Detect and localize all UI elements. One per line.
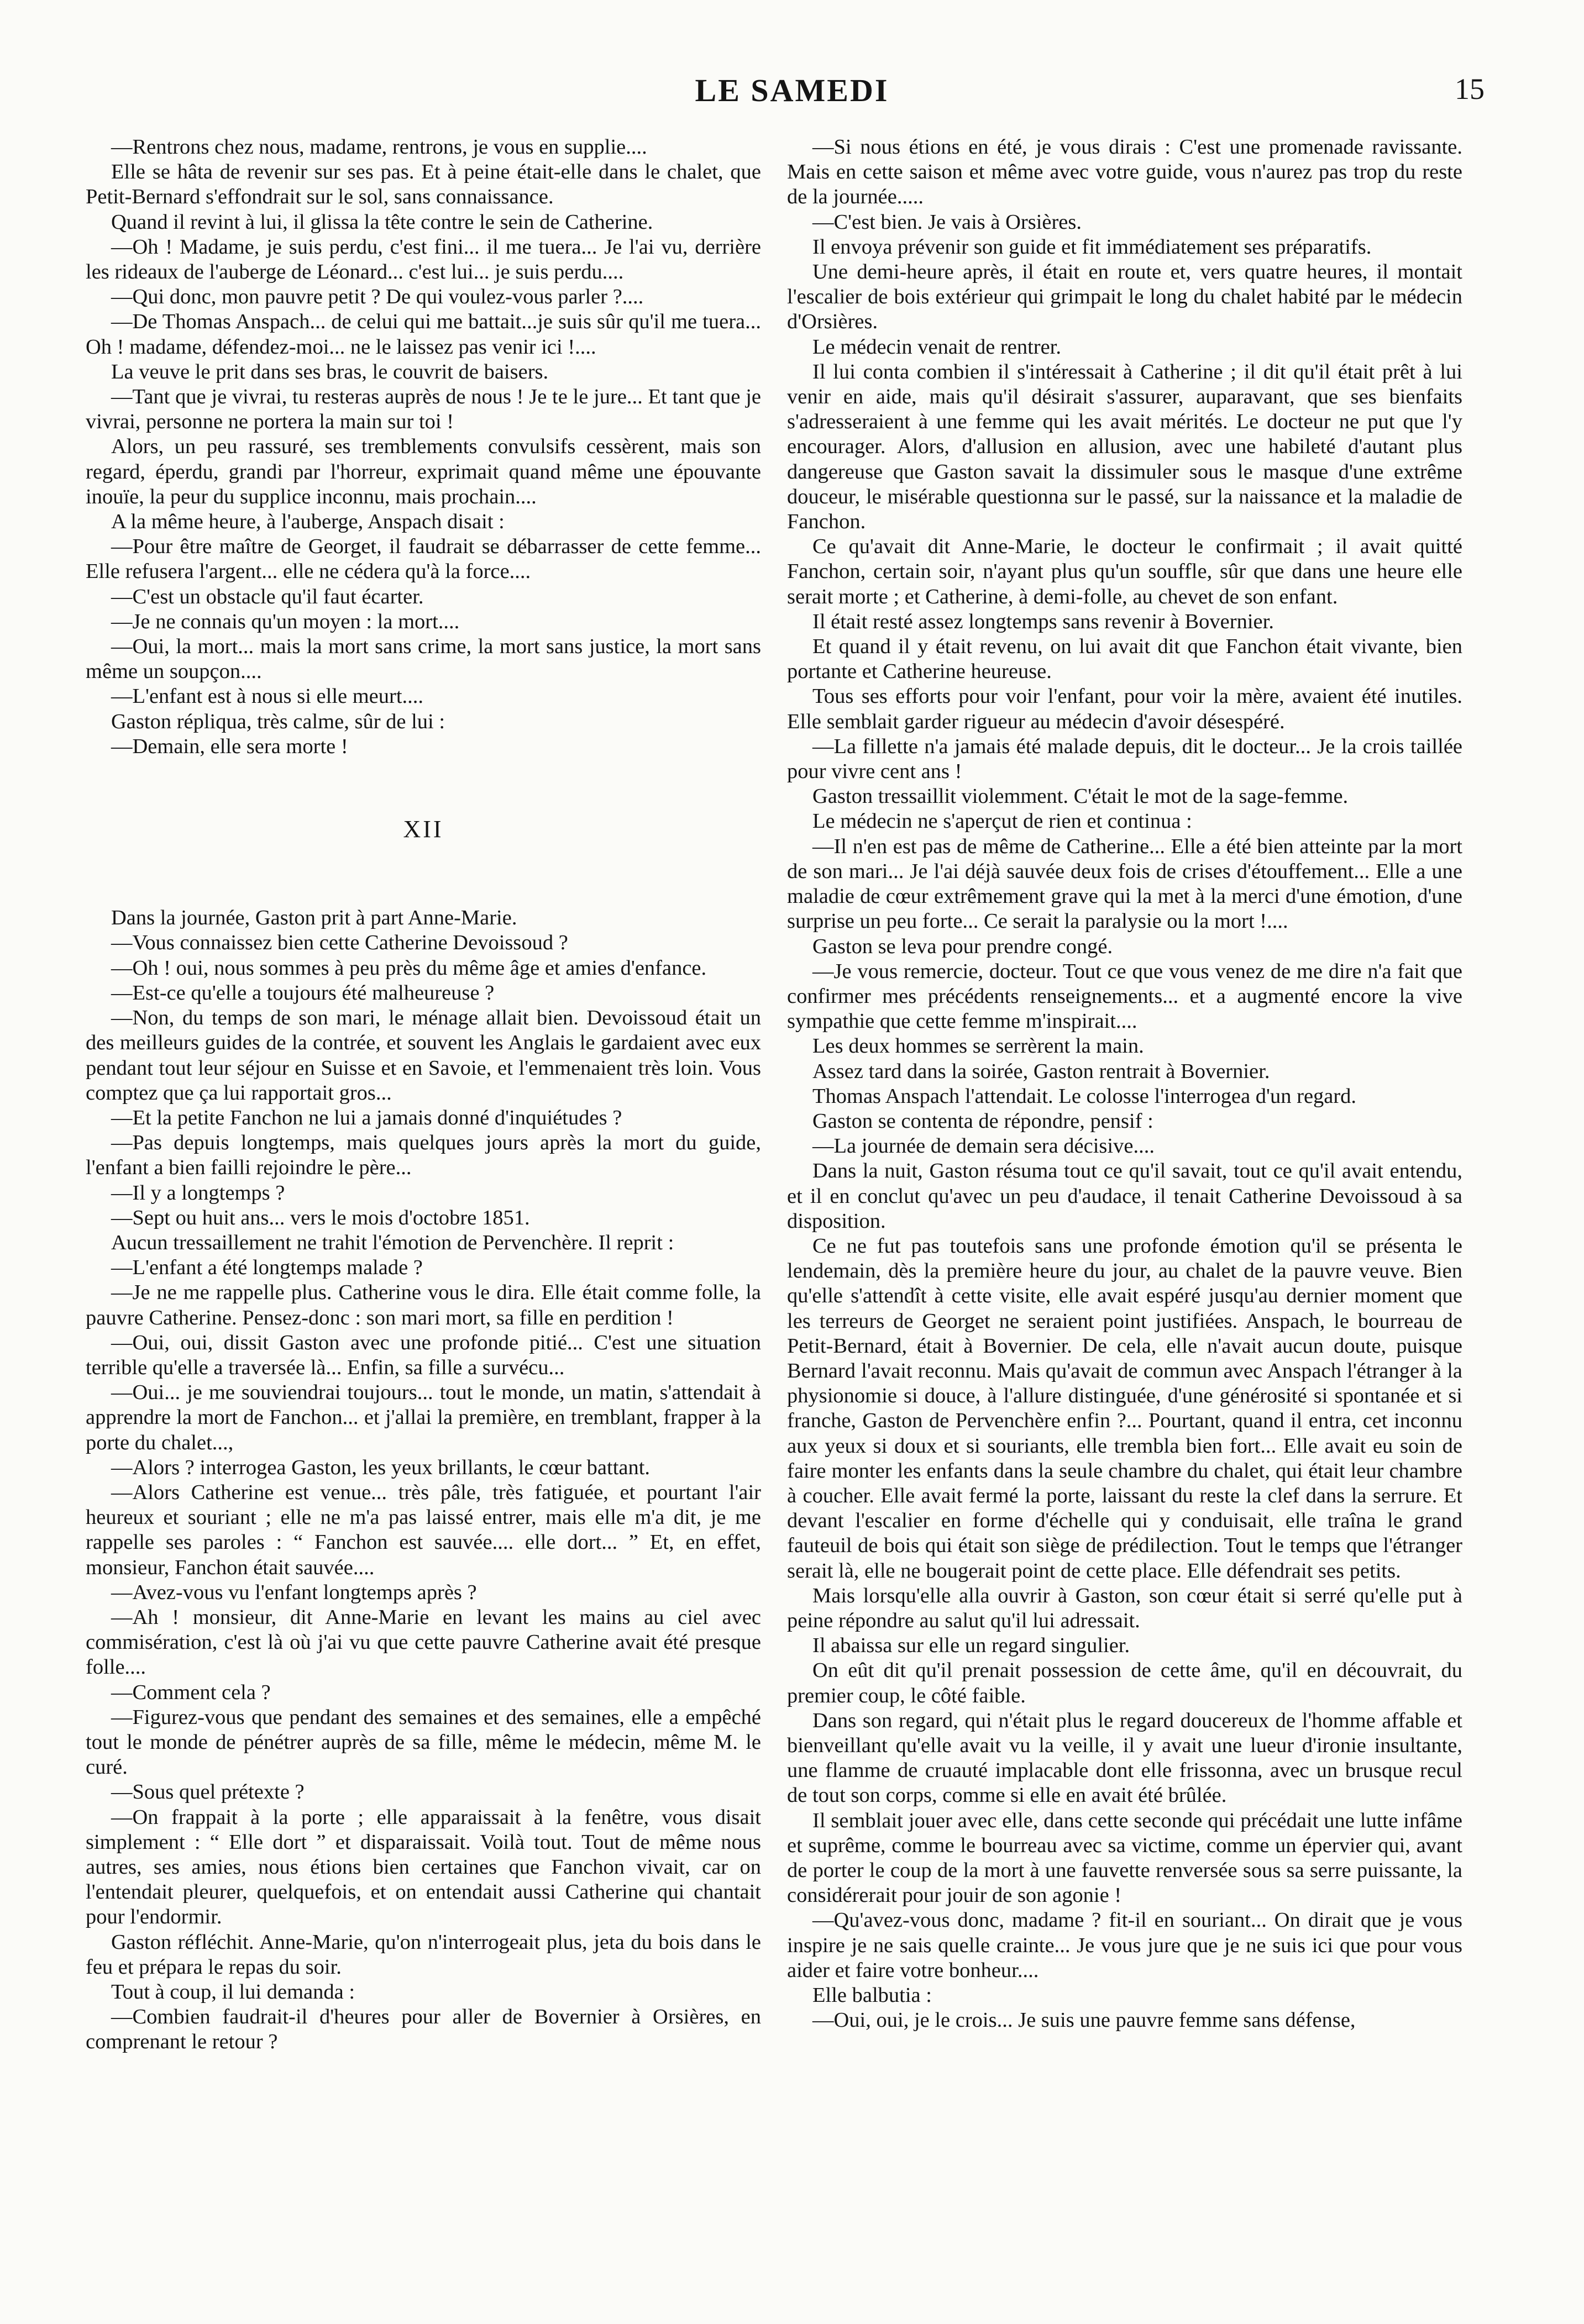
paragraph: Il envoya prévenir son guide et fit immédiatement ses préparatifs. — [812, 235, 1372, 259]
paragraph: —Pour être maître de Georget, il faudrait se débarrasser de cette femme... Elle refusera l'argent... elle ne cédera qu'à la force.... — [86, 535, 761, 583]
page-header — [0, 72, 1584, 116]
paragraph: Les deux hommes se serrèrent la main. — [812, 1034, 1144, 1058]
paragraph: —Je ne me rappelle plus. Catherine vous le dira. Elle était comme folle, la pauvre Catherine. Pensez-donc : son mari mort, sa fille en perdition ! — [86, 1281, 761, 1329]
paragraph: —Sous quel prétexte ? — [111, 1780, 305, 1804]
paragraph: —Je vous remercie, docteur. Tout ce que vous venez de me dire n'a fait que confirmer mes précédents renseignements... et a augmenté encore la vive sympathie que cette femme m'inspirait.... — [787, 959, 1462, 1033]
paragraph: —Non, du temps de son mari, le ménage allait bien. Devoissoud était un des meilleurs guides de la contrée, et souvent les Anglais le gardaient avec eux pendant tout leur séjour en Suisse et en Savoie, et l'emmenaient très loin. Vous comptez que ça lui rapportait gros... — [86, 1006, 761, 1105]
paragraph: Il abaissa sur elle un regard singulier. — [812, 1634, 1130, 1658]
paragraph: —Ah ! monsieur, dit Anne-Marie en levant les mains au ciel avec commisération, c'est là où j'ai vu que cette pauvre Catherine avait été presque folle.... — [86, 1605, 761, 1679]
paragraph: Quand il revint à lui, il glissa la tête contre le sein de Catherine. — [111, 210, 653, 234]
paragraph: —Rentrons chez nous, madame, rentrons, je vous en supplie.... — [111, 135, 647, 159]
paragraph: —De Thomas Anspach... de celui qui me battait...je suis sûr qu'il me tuera... Oh ! madame, défendez-moi... ne le laissez pas venir ici !.... — [86, 310, 761, 359]
paragraph: —Oh ! oui, nous sommes à peu près du même âge et amies d'enfance. — [111, 956, 707, 980]
paragraph: —Oh ! Madame, je suis perdu, c'est fini... il me tuera... Je l'ai vu, derrière les rideaux de l'auberge de Léonard... c'est lui... je suis perdu.... — [86, 235, 761, 284]
paragraph: —Oui, la mort... mais la mort sans crime, la mort sans justice, la mort sans même un soupçon.... — [86, 635, 761, 683]
page-number: 15 — [1455, 72, 1485, 106]
paragraph: Il lui conta combien il s'intéressait à Catherine ; il dit qu'il était prêt à lui venir en aide, mais qu'il désirait s'assurer, auparavant, que ses bienfaits s'adresseraient à une femme qui les avait mérités. Le docteur ne put que l'y encourager. Alors, d'allusion en allusion, avec une habileté d'autant plus dangereuse que Gaston savait la dissimuler sous le masque d'une extrême douceur, le misérable questionna sur le passé, sur la naissance et la maladie de Fanchon. — [787, 360, 1462, 534]
paragraph: La veuve le prit dans ses bras, le couvrit de baisers. — [111, 360, 549, 383]
paragraph: Il semblait jouer avec elle, dans cette seconde qui précédait une lutte infâme et suprême, comme le bourreau avec sa victime, comme un épervier qui, avant de porter le coup de la mort à une fauvette renversée sous sa serre puissante, la considérerait pour jouir de son agonie ! — [787, 1808, 1462, 1907]
paragraph: —Demain, elle sera morte ! — [111, 734, 348, 758]
paragraph: —C'est bien. Je vais à Orsières. — [812, 210, 1082, 234]
paragraph: —C'est un obstacle qu'il faut écarter. — [111, 585, 424, 608]
paragraph: —L'enfant a été longtemps malade ? — [111, 1256, 423, 1280]
paragraph: —On frappait à la porte ; elle apparaissait à la fenêtre, vous disait simplement : “ Elle dort ” et disparaissait. Voilà tout. Tout de même nous autres, ses amies, nous étions bien certaines que Fanchon vivait, car on l'entendait pleurer, quelquefois, et on entendait aussi Catherine qui chantait pour l'endormir. — [86, 1805, 761, 1929]
paragraph: —Combien faudrait-il d'heures pour aller de Bovernier à Orsières, en comprenant le retour ? — [86, 2005, 761, 2054]
paragraph: —Il n'en est pas de même de Catherine... Elle a été bien atteinte par la mort de son mari... Je l'ai déjà sauvée deux fois de crises d'étouffement... Elle a une maladie de cœur extrêmement grave qui la met à la merci d'une émotion, d'une surprise un peu forte... Ce serait la paralysie ou la mort !.... — [787, 834, 1462, 933]
paragraph: —Sept ou huit ans... vers le mois d'octobre 1851. — [111, 1206, 530, 1229]
paragraph: Gaston se contenta de répondre, pensif : — [812, 1109, 1153, 1133]
paragraph: —Et la petite Fanchon ne lui a jamais donné d'inquiétudes ? — [111, 1106, 622, 1129]
paragraph: Dans la journée, Gaston prit à part Anne-Marie. — [111, 906, 517, 930]
paragraph: On eût dit qu'il prenait possession de cette âme, qu'il en découvrait, du premier coup, le côté faible. — [787, 1659, 1462, 1707]
paragraph: —Qui donc, mon pauvre petit ? De qui voulez-vous parler ?.... — [111, 285, 644, 309]
paragraph: —Comment cela ? — [111, 1680, 271, 1704]
paragraph: —Tant que je vivrai, tu resteras auprès de nous ! Je te le jure... Et tant que je vivrai, personne ne portera la main sur toi ! — [86, 385, 761, 434]
paragraph: —L'enfant est à nous si elle meurt.... — [111, 685, 424, 708]
paragraph: —Vous connaissez bien cette Catherine Devoissoud ? — [111, 931, 568, 955]
paragraph: Elle balbutia : — [812, 1984, 932, 2007]
paragraph: —Je ne connais qu'un moyen : la mort.... — [111, 609, 460, 633]
paragraph: Alors, un peu rassuré, ses tremblements convulsifs cessèrent, mais son regard, éperdu, grandi par l'horreur, exprimait quand même une épouvante inouïe, la peur du supplice inconnu, mais prochain.... — [86, 435, 761, 508]
paragraph: Elle se hâta de revenir sur ses pas. Et à peine était-elle dans le chalet, que Petit-Bernard s'effondrait sur le sol, sans connaissance. — [86, 160, 761, 209]
paragraph: —Il y a longtemps ? — [111, 1181, 285, 1205]
paragraph: Une demi-heure après, il était en route et, vers quatre heures, il montait l'escalier de bois extérieur qui grimpait le long du chalet habité par le médecin d'Orsières. — [787, 260, 1462, 334]
paragraph: —Pas depuis longtemps, mais quelques jours après la mort du guide, l'enfant a bien failli rejoindre le père... — [86, 1131, 761, 1180]
paragraph: Dans la nuit, Gaston résuma tout ce qu'il savait, tout ce qu'il avait entendu, et il en conclut qu'avec un peu d'audace, il tenait Catherine Devoissoud à sa disposition. — [787, 1159, 1462, 1233]
paragraph: Gaston répliqua, très calme, sûr de lui : — [111, 709, 445, 733]
paragraph: —Avez-vous vu l'enfant longtemps après ? — [111, 1580, 477, 1604]
paragraph: Tout à coup, il lui demanda : — [111, 1980, 355, 2004]
right-column — [787, 135, 1462, 2306]
paragraph: —Est-ce qu'elle a toujours été malheureuse ? — [111, 981, 495, 1005]
paragraph: —Si nous étions en été, je vous dirais : C'est une promenade ravissante. Mais en cette saison et même avec votre guide, vous n'aurez pas trop du reste de la journée..... — [787, 135, 1462, 209]
paragraph: Gaston réfléchit. Anne-Marie, qu'on n'interrogeait plus, jeta du bois dans le feu et prépara le repas du soir. — [86, 1930, 761, 1979]
paragraph: Tous ses efforts pour voir l'enfant, pour voir la mère, avaient été inutiles. Elle semblait garder rigueur au médecin d'avoir désespéré. — [787, 685, 1462, 733]
paragraph: —Alors ? interrogea Gaston, les yeux brillants, le cœur battant. — [111, 1455, 651, 1479]
paragraph: Assez tard dans la soirée, Gaston rentrait à Bovernier. — [812, 1059, 1270, 1083]
paragraph: Ce qu'avait dit Anne-Marie, le docteur le confirmait ; il avait quitté Fanchon, certain soir, n'ayant plus qu'un souffle, sûr que dans une heure elle serait morte ; et Catherine, à demi-folle, au chevet de son enfant. — [787, 535, 1462, 608]
paragraph: Le médecin venait de rentrer. — [812, 335, 1062, 359]
paragraph: Thomas Anspach l'attendait. Le colosse l'interrogea d'un regard. — [812, 1084, 1357, 1108]
paragraph: Et quand il y était revenu, on lui avait dit que Fanchon était vivante, bien portante et Catherine heureuse. — [787, 635, 1462, 683]
paragraph: Gaston se leva pour prendre congé. — [812, 934, 1113, 958]
chapter-heading: XII — [403, 816, 444, 843]
left-column — [86, 135, 761, 2306]
paragraph: Aucun tressaillement ne trahit l'émotion de Pervenchère. Il reprit : — [111, 1231, 674, 1254]
paragraph: —Qu'avez-vous donc, madame ? fit-il en souriant... On dirait que je vous inspire je ne sais quelle crainte... Je vous jure que je ne suis ici que pour vous aider et faire votre bonheur.... — [787, 1908, 1462, 1982]
paragraph: —La fillette n'a jamais été malade depuis, dit le docteur... Je la crois taillée pour vivre cent ans ! — [787, 734, 1462, 784]
paragraph: —Oui, oui, dissit Gaston avec une profonde pitié... C'est une situation terrible qu'elle a traversée là... Enfin, sa fille a survécu... — [86, 1331, 761, 1379]
paragraph: A la même heure, à l'auberge, Anspach disait : — [111, 510, 505, 534]
paragraph: —La journée de demain sera décisive.... — [812, 1134, 1155, 1158]
paragraph: —Figurez-vous que pendant des semaines et des semaines, elle a empêché tout le monde de pénétrer auprès de sa fille, même le médecin, même M. le curé. — [86, 1705, 761, 1779]
paragraph: Il était resté assez longtemps sans revenir à Bovernier. — [812, 609, 1274, 633]
paragraph: Dans son regard, qui n'était plus le regard doucereux de l'homme affable et bienveillant qu'elle avait vu la veille, il y avait une lueur d'ironie insultante, une flamme de cruauté implacable dont elle frissonna, avec un brusque recul de tout son corps, comme si elle en avait été brûlée. — [787, 1708, 1462, 1807]
paragraph: Gaston tressaillit violemment. C'était le mot de la sage-femme. — [812, 785, 1349, 808]
paragraph: —Oui... je me souviendrai toujours... tout le monde, un matin, s'attendait à apprendre la mort de Fanchon... et j'allai la première, en tremblant, frapper à la porte du chalet..., — [86, 1381, 761, 1454]
paragraph: Le médecin ne s'aperçut de rien et continua : — [812, 809, 1192, 833]
paragraph: Ce ne fut pas toutefois sans une profonde émotion qu'il se présenta le lendemain, dès la première heure du jour, au chalet de la pauvre veuve. Bien qu'elle s'attendît à cette visite, elle avait espéré jusqu'au dernier moment que les terreurs de Georget ne seraient point justifiées. Anspach, le bourreau de Petit-Bernard, était à Bovernier. De cela, elle n'avait aucun doute, puisque Bernard l'avait reconnu. Mais qu'avait de commun avec Anspach l'étranger à la physionomie si douce, à l'allure distinguée, d'une générosité si spontanée et si franche, Gaston de Pervenchère enfin ?... Pourtant, quand il entra, cet inconnu aux yeux si doux et si souriants, elle trembla bien fort... Elle avait eu soin de faire monter les enfants dans la seule chambre du chalet, qui était leur chambre à coucher. Elle avait fermé la porte, laissant du reste la clef dans la serrure. Et devant l'escalier en forme d'échelle qui y conduisait, elle traîna le grand fauteuil de bois qui était son siège de prédilection. Tout le temps que l'étranger serait là, elle ne bougerait point de cette place. Elle défendrait ses petits. — [787, 1234, 1462, 1582]
paragraph: —Oui, oui, je le crois... Je suis une pauvre femme sans défense, — [812, 2008, 1356, 2032]
paragraph: —Alors Catherine est venue... très pâle, très fatiguée, et pourtant l'air heureux et souriant ; elle ne m'a pas laissé entrer, mais elle m'a dit, je me rappelle ses paroles : “ Fanchon est sauvée.... elle dort... ” Et, en effet, monsieur, Fanchon était sauvée.... — [86, 1480, 761, 1579]
paragraph: Mais lorsqu'elle alla ouvrir à Gaston, son cœur était si serré qu'elle put à peine répondre au salut qu'il lui adressait. — [787, 1584, 1462, 1632]
running-title: LE SAMEDI — [695, 72, 889, 108]
